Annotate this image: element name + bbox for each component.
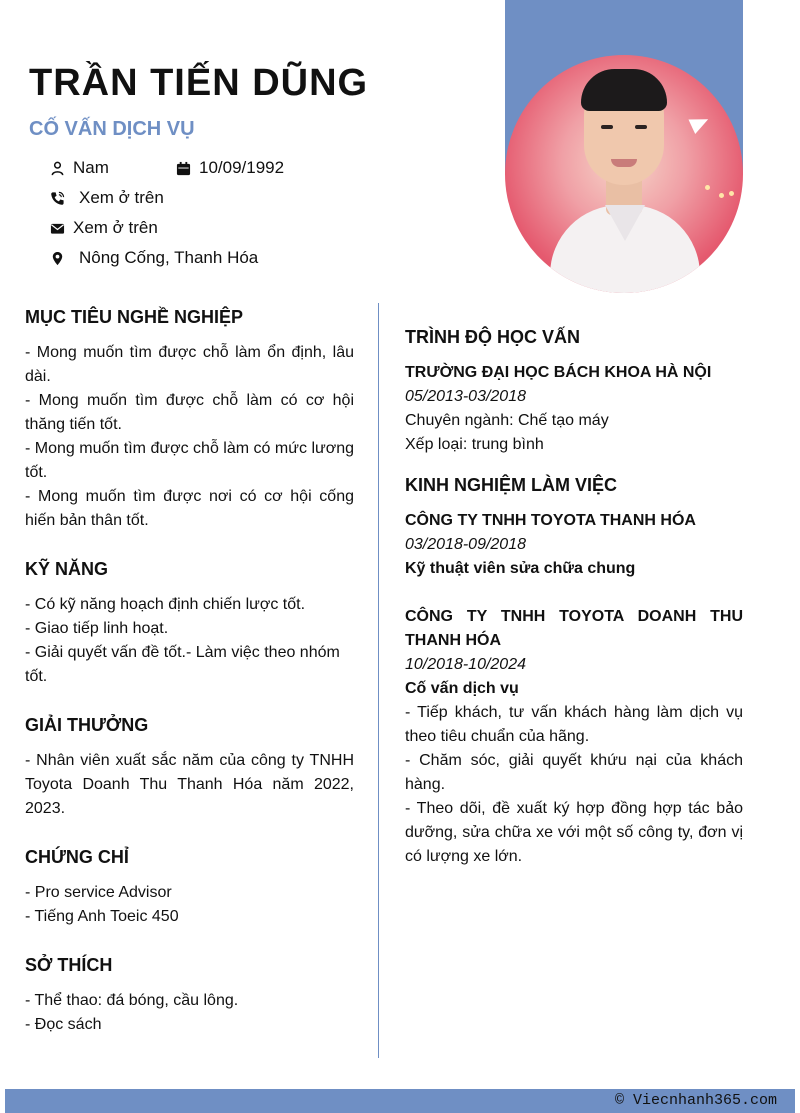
list-item: - Pro service Advisor [25,884,172,901]
job-period: 10/2018-10/2024 [405,656,526,673]
section-body [25,593,354,689]
spacer [405,457,743,471]
job-detail: - Tiếp khách, tư vấn khách hàng làm dịch vụ theo tiêu chuẩn của hãng. [405,704,743,745]
school-name: TRƯỜNG ĐẠI HỌC BÁCH KHOA HÀ NỘI [405,364,712,381]
awards-section [25,711,354,821]
left-column [25,303,354,1037]
photo-mouth [611,159,637,167]
section-body [25,881,354,929]
section-title: KỸ NĂNG [25,559,109,579]
phone-row [50,188,164,208]
section-body [25,749,354,821]
job-entry [405,509,743,581]
footer-credit: © Viecnhanh365.com [614,1092,777,1109]
list-item: - Tiếng Anh Toeic 450 [25,908,179,925]
hobbies-section [25,951,354,1037]
section-title: SỞ THÍCH [25,955,113,975]
spacer [25,821,354,843]
gender-row [50,158,109,178]
section-body [25,341,354,533]
spacer [405,581,743,605]
job-entry [405,605,743,869]
list-item: - Mong muốn tìm được chỗ làm có mức lương tốt. [25,440,354,481]
birthday-value: 10/09/1992 [199,158,285,177]
education-section [405,323,743,457]
section-body [25,989,354,1037]
list-item: - Mong muốn tìm được chỗ làm ổn định, lâu dài. [25,344,354,385]
certificates-section [25,843,354,929]
footer-bar [5,1089,795,1113]
education-period: 05/2013-03/2018 [405,388,526,405]
email-value: Xem ở trên [73,218,158,237]
gender-value: Nam [73,158,109,177]
calendar-icon [176,161,191,176]
list-item: - Mong muốn tìm được nơi có cơ hội cống hiến bản thân tốt. [25,488,354,529]
section-title: MỤC TIÊU NGHỀ NGHIỆP [25,307,244,327]
candidate-name: TRẦN TIẾN DŨNG [29,62,369,104]
job-role: Cố vấn dịch vụ [405,680,519,697]
address-value: Nông Cống, Thanh Hóa [79,248,259,267]
spacer [25,533,354,555]
education-major: Chuyên ngành: Chế tạo máy [405,412,609,429]
column-divider [378,303,379,1058]
email-row [50,218,158,238]
list-item: - Mong muốn tìm được chỗ làm có cơ hội thăng tiến tốt. [25,392,354,433]
phone-icon [50,191,65,206]
list-item: - Thể thao: đá bóng, cầu lông. [25,992,239,1009]
location-pin-icon [50,251,65,266]
photo-eye [601,125,613,129]
job-detail: - Chăm sóc, giải quyết khứu nại của khách hàng. [405,752,743,793]
list-item: - Giao tiếp linh hoạt. [25,620,169,637]
right-column [405,323,743,869]
photo-eye [635,125,647,129]
profile-photo [505,55,743,293]
photo-hair [581,69,667,111]
envelope-icon [50,221,65,236]
job-role: Kỹ thuật viên sửa chữa chung [405,560,636,577]
job-detail: - Theo dõi, đề xuất ký hợp đồng hợp tác bảo dưỡng, sửa chữa xe với một số công ty, đơn vị có lượng xe lớn. [405,800,743,865]
photo-sparkle [729,191,734,196]
address-row [50,248,258,268]
photo-sparkle [705,185,710,190]
list-item: - Có kỹ năng hoạch định chiến lược tốt. [25,596,306,613]
phone-value: Xem ở trên [79,188,164,207]
birthday-row [176,158,284,178]
section-title: CHỨNG CHỈ [25,847,129,867]
experience-section [405,471,743,869]
list-item: - Giải quyết vấn đề tốt.- Làm việc theo nhóm tốt. [25,644,340,685]
section-title: TRÌNH ĐỘ HỌC VẤN [405,327,580,347]
education-grade: Xếp loại: trung bình [405,436,544,453]
section-title: GIẢI THƯỞNG [25,715,149,735]
spacer [25,689,354,711]
company-name: CÔNG TY TNHH TOYOTA DOANH THU THANH HÓA [405,608,743,649]
user-icon [50,161,65,176]
company-name: CÔNG TY TNHH TOYOTA THANH HÓA [405,512,696,529]
photo-sparkle [719,193,724,198]
skills-section [25,555,354,689]
section-title: KINH NGHIỆM LÀM VIỆC [405,475,618,495]
spacer [25,929,354,951]
photo-background-shape [688,112,711,134]
job-period: 03/2018-09/2018 [405,536,526,553]
objective-section [25,303,354,533]
candidate-position: CỐ VẤN DỊCH VỤ [29,118,195,140]
list-item: - Đọc sách [25,1016,102,1033]
list-item: - Nhân viên xuất sắc năm của công ty TNHH Toyota Doanh Thu Thanh Hóa năm 2022, 2023. [25,752,354,817]
